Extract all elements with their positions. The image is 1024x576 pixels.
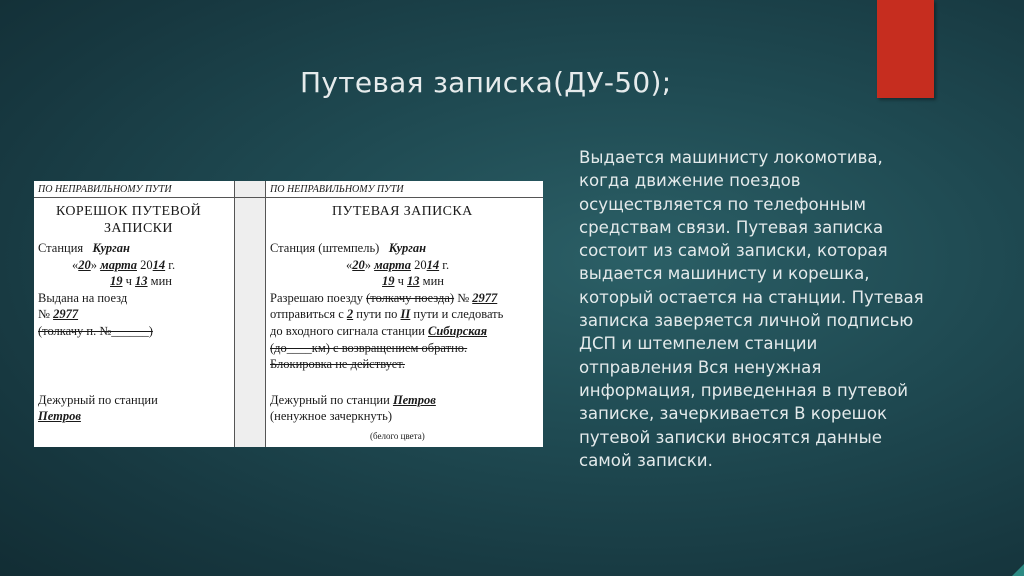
- stub-date-year-prefix: 20: [140, 258, 153, 272]
- stub-date: [72, 258, 175, 273]
- note-permit: [270, 291, 497, 306]
- stub-station-value: Курган: [92, 241, 130, 255]
- year-label: г.: [168, 258, 176, 272]
- note-depart: [270, 307, 503, 322]
- depart-end: пути и следовать: [413, 307, 504, 321]
- hour-label: ч: [397, 274, 404, 288]
- by-track: II: [400, 307, 411, 321]
- hour-label: ч: [125, 274, 132, 288]
- slide-title: Путевая записка(ДУ-50);: [300, 66, 672, 99]
- note-duty: [270, 393, 436, 408]
- note-return: (до____км) с возвращением обратно.: [270, 341, 468, 355]
- corner-decoration: [1012, 564, 1024, 576]
- stub-station-label: Станция: [38, 241, 84, 255]
- stub-station: [38, 241, 130, 256]
- stub-pusher: (толкачу п. №______): [38, 324, 153, 338]
- stub-issued: Выдана на поезд: [38, 291, 128, 305]
- stub-time: [110, 274, 172, 289]
- note-title: ПУТЕВАЯ ЗАПИСКА: [332, 204, 473, 219]
- quote-open: «: [72, 258, 79, 272]
- note-date-year-prefix: 20: [414, 258, 427, 272]
- slide-description: [579, 146, 969, 472]
- stub-time-min: 13: [135, 274, 148, 288]
- signal-text: до входного сигнала станции: [270, 324, 425, 338]
- description-line: когда движение поездов: [579, 171, 801, 191]
- note-duty-name: Петров: [392, 393, 436, 407]
- description-line: выдается машинисту и корешка,: [579, 264, 870, 284]
- description-line: Выдается машинисту локомотива,: [579, 148, 883, 167]
- quote-open: «: [346, 258, 353, 272]
- stub-duty-name: Петров: [38, 409, 81, 423]
- stub-number-value: 2977: [53, 307, 79, 321]
- description-line: записка заверяется личной подписью: [579, 311, 914, 331]
- divider-line: [265, 181, 266, 447]
- note-signal: [270, 324, 487, 339]
- description-line: отправления Вся ненужная: [579, 357, 822, 377]
- stub-title-2: ЗАПИСКИ: [104, 221, 173, 236]
- permit-text: Разрешаю поезду: [270, 291, 363, 305]
- note-time: [382, 274, 444, 289]
- note-duty-label: Дежурный по станции: [270, 393, 390, 407]
- signal-station: Сибирская: [428, 324, 488, 338]
- description-line: который остается на станции. Путевая: [579, 287, 924, 307]
- depart-mid: пути по: [356, 307, 398, 321]
- note-block: Блокировка не действует.: [270, 357, 405, 371]
- stub-date-day: 20: [78, 258, 91, 272]
- depart-text: отправиться с: [270, 307, 344, 321]
- permit-strike: (толкачу поезда): [366, 291, 455, 305]
- description-line: состоит из самой записки, которая: [579, 241, 888, 261]
- note-station-label: Станция (штемпель): [270, 241, 380, 255]
- note-station: [270, 241, 426, 256]
- divider-line: [234, 181, 235, 447]
- note-date-year: 14: [426, 258, 440, 272]
- min-label: мин: [150, 274, 172, 288]
- stub-number: [38, 307, 78, 322]
- note-date: [346, 258, 449, 273]
- stub-header: ПО НЕПРАВИЛЬНОМУ ПУТИ: [38, 184, 172, 195]
- note-header: ПО НЕПРАВИЛЬНОМУ ПУТИ: [270, 184, 404, 195]
- min-label: мин: [422, 274, 444, 288]
- note-time-hour: 19: [382, 274, 395, 288]
- description-line: путевой записки вносятся данные: [579, 427, 882, 447]
- stub-date-month: марта: [100, 258, 137, 272]
- stub-title: КОРЕШОК ПУТЕВОЙ: [56, 204, 202, 219]
- accent-tab: [877, 0, 934, 98]
- note-date-month: марта: [374, 258, 411, 272]
- description-line: осуществляется по телефонным: [579, 194, 866, 214]
- note-color-hint: (белого цвета): [370, 431, 425, 441]
- note-time-min: 13: [407, 274, 420, 288]
- description-line: ДСП и штемпелем станции: [579, 334, 818, 354]
- note-strike-hint: (ненужное зачеркнуть): [270, 409, 392, 423]
- year-label: г.: [442, 258, 450, 272]
- description-line: записке, зачеркивается В корешок: [579, 404, 888, 424]
- number-label: №: [457, 291, 470, 305]
- description-line: информация, приведенная в путевой: [579, 380, 909, 400]
- header-rule: [34, 197, 543, 198]
- number-label: №: [38, 307, 50, 321]
- description-line: самой записки.: [579, 450, 713, 470]
- description-line: средствам связи. Путевая записка: [579, 217, 884, 237]
- stub-date-year: 14: [152, 258, 166, 272]
- note-date-day: 20: [352, 258, 365, 272]
- from-track: 2: [346, 307, 354, 321]
- permit-number: 2977: [472, 291, 498, 305]
- travel-note-form-image: [34, 181, 543, 447]
- quote-close: »: [90, 258, 97, 272]
- stub-separator: [234, 181, 265, 447]
- quote-close: »: [364, 258, 371, 272]
- stub-duty-label: Дежурный по станции: [38, 393, 158, 407]
- stub-time-hour: 19: [110, 274, 123, 288]
- note-station-value: Курган: [388, 241, 427, 255]
